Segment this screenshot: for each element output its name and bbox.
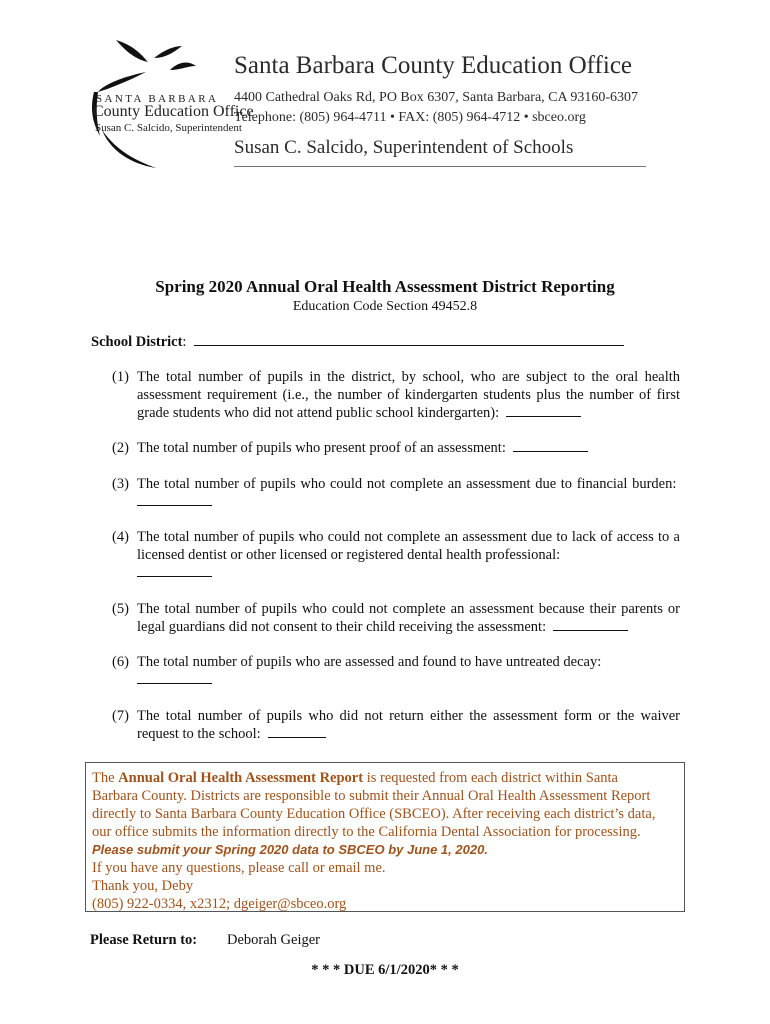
question-number: (3) xyxy=(112,476,129,492)
notice-line-4: our office submits the information directly to the California Dental Association for processing. xyxy=(92,824,641,840)
notice-box xyxy=(85,762,685,912)
logo-line-county-office: County Education Office xyxy=(93,103,254,120)
question-number: (1) xyxy=(112,369,129,385)
notice-contact: (805) 922-0334, x2312; dgeiger@sbceo.org xyxy=(92,896,347,912)
answer-field-3[interactable] xyxy=(137,493,212,506)
question-3 xyxy=(112,475,680,511)
superintendent-line: Susan C. Salcido, Superintendent of Schools xyxy=(234,137,574,158)
org-contact: Telephone: (805) 964-4711 • FAX: (805) 964-4712 • sbceo.org xyxy=(234,110,586,125)
answer-field-1[interactable] xyxy=(506,404,581,417)
answer-field-7[interactable] xyxy=(268,725,326,738)
question-text: The total number of pupils who are assessed and found to have untreated decay: xyxy=(137,654,602,670)
question-4 xyxy=(112,528,680,582)
form-subtitle: Education Code Section 49452.8 xyxy=(292,299,478,314)
answer-field-6[interactable] xyxy=(137,671,212,684)
school-district-row xyxy=(91,333,624,351)
question-6 xyxy=(112,653,680,689)
question-text: The total number of pupils who could not complete an assessment due to financial burden: xyxy=(137,476,677,492)
notice-line-7: Thank you, Deby xyxy=(92,878,194,894)
notice-text: The xyxy=(92,770,119,786)
answer-field-5[interactable] xyxy=(553,618,628,631)
question-1 xyxy=(112,368,680,422)
answer-field-4[interactable] xyxy=(137,564,212,577)
question-text: The total number of pupils who present proof of an assessment: xyxy=(137,440,506,456)
question-text: The total number of pupils who did not return either the assessment form or the waiver request to the school: xyxy=(137,708,680,742)
question-7 xyxy=(112,707,680,743)
notice-deadline: Please submit your Spring 2020 data to SBCEO by June 1, 2020. xyxy=(92,842,488,857)
school-district-colon: : xyxy=(182,334,187,350)
notice-line-3: directly to Santa Barbara County Education Office (SBCEO). After receiving each district’s data, xyxy=(92,806,656,822)
form-title: Spring 2020 Annual Oral Health Assessment District Reporting xyxy=(155,277,615,296)
letterhead-divider xyxy=(234,166,646,167)
question-2 xyxy=(112,439,680,457)
question-number: (4) xyxy=(112,529,129,545)
question-text: The total number of pupils who could not complete an assessment because their parents or legal guardians did not consent to their child receiving the assessment: xyxy=(137,601,680,635)
answer-field-2[interactable] xyxy=(513,439,588,452)
question-number: (7) xyxy=(112,708,129,724)
logo-line-santa-barbara: SANTA BARBARA xyxy=(96,93,219,105)
notice-line-6: If you have any questions, please call or email me. xyxy=(92,860,386,876)
report-name: Annual Oral Health Assessment Report xyxy=(118,770,364,786)
notice-line-1 xyxy=(92,769,679,787)
question-5 xyxy=(112,600,680,636)
notice-line-2: Barbara County. Districts are responsible to submit their Annual Oral Health Assessment Report xyxy=(92,788,651,804)
question-number: (5) xyxy=(112,601,129,617)
question-number: (6) xyxy=(112,654,129,670)
logo-line-superintendent: Susan C. Salcido, Superintendent xyxy=(95,122,242,134)
due-date: * * * DUE 6/1/2020* * * xyxy=(311,962,459,978)
notice-text: is requested from each district within Santa xyxy=(363,770,618,786)
school-district-label: School District xyxy=(91,334,183,350)
return-label: Please Return to: xyxy=(90,932,198,948)
question-text: The total number of pupils in the district, by school, who are subject to the oral health assessment requirement (i.e., the number of kindergarten students plus the number of first grade students who did not attend public school kindergarten): xyxy=(137,369,680,421)
return-name: Deborah Geiger xyxy=(227,932,320,948)
org-name: Santa Barbara County Education Office xyxy=(234,52,633,79)
school-district-field[interactable] xyxy=(194,333,624,346)
org-address: 4400 Cathedral Oaks Rd, PO Box 6307, Santa Barbara, CA 93160-6307 xyxy=(234,90,639,105)
question-text: The total number of pupils who could not complete an assessment due to lack of access to a licensed dentist or other licensed or registered dental health professional: xyxy=(137,529,680,563)
question-number: (2) xyxy=(112,440,129,456)
